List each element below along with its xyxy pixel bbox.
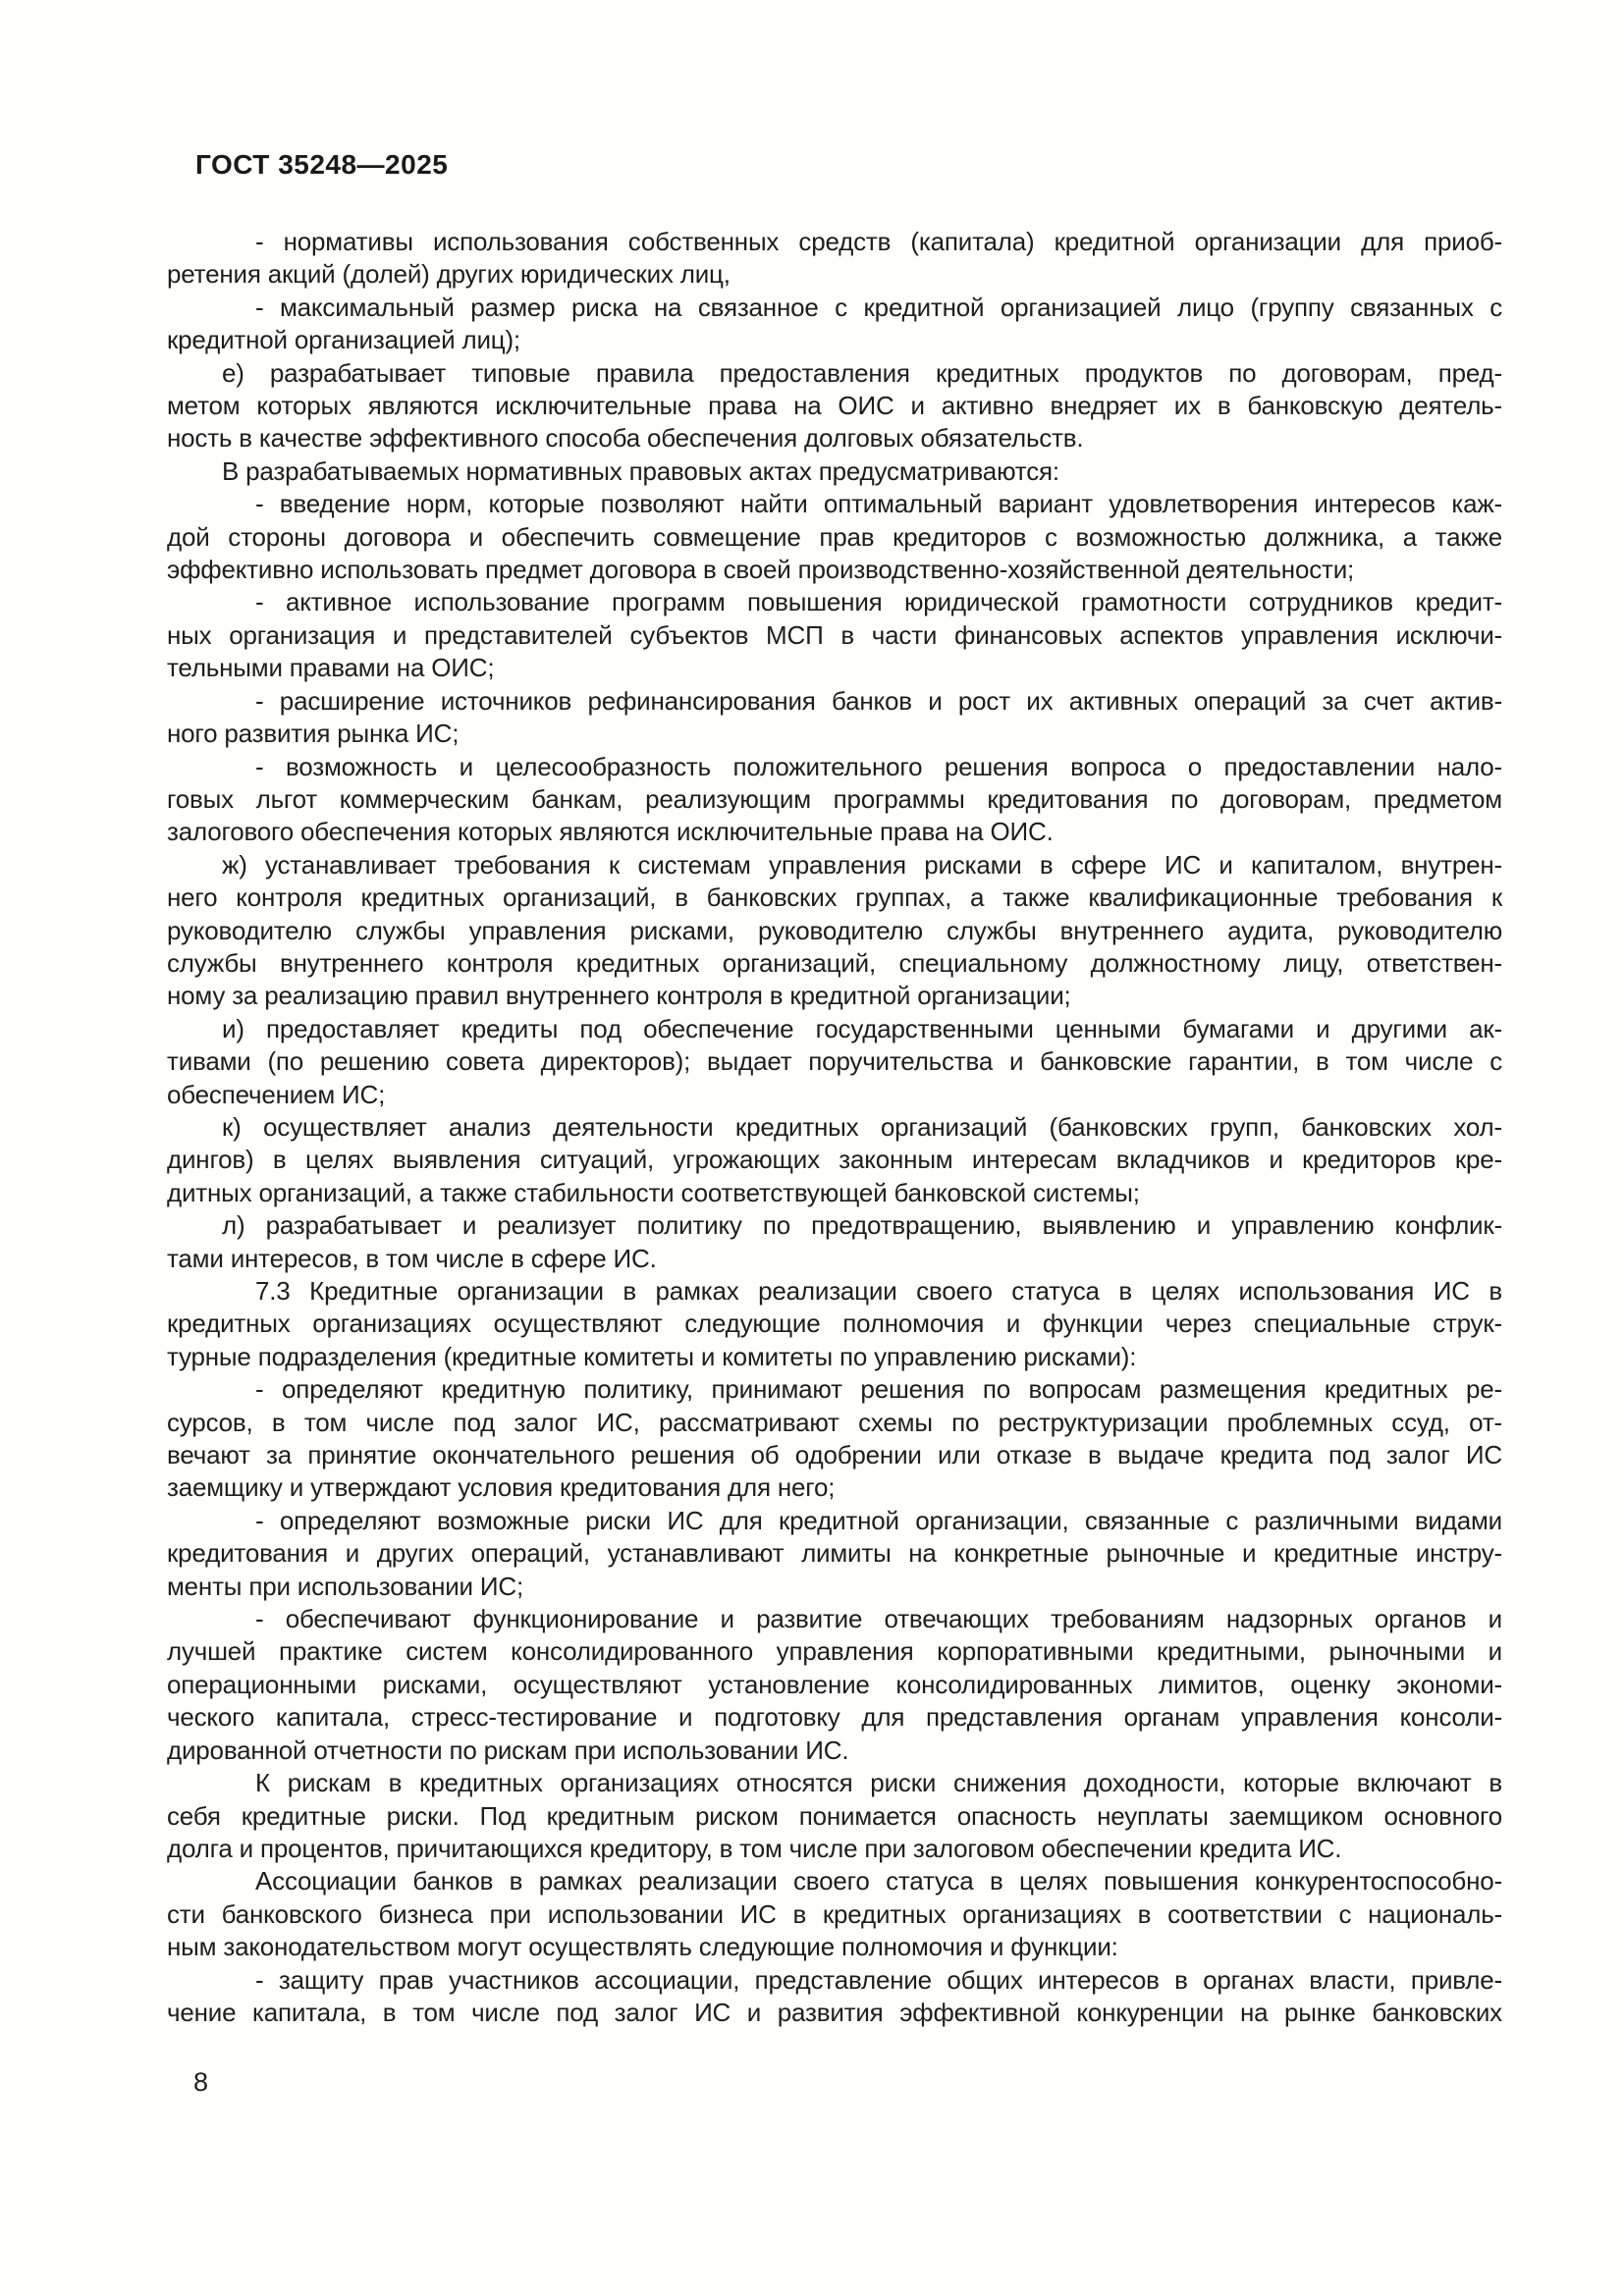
text-line: - расширение источников рефинансирования банков и рост их активных операций за счет актив- (255, 685, 1502, 716)
text-line: ческого капитала, стресс-тестирование и подготовку для представления органам управления консоли- (167, 1702, 1502, 1733)
text-line: менты при использовании ИС; (167, 1571, 523, 1601)
text-line: - определяют кредитную политику, принимают решения по вопросам размещения кредитных ре- (255, 1374, 1502, 1405)
text-line: К рискам в кредитных организациях относятся риски снижения доходности, которые включают в (255, 1768, 1502, 1798)
paragraph (167, 1209, 1502, 1275)
text-line: - максимальный размер риска на связанное с кредитной организацией лицо (группу связанных с (255, 292, 1502, 322)
text-line: ность в качестве эффективного способа обеспечения долговых обязательств. (167, 423, 1084, 454)
text-line: к) осуществляет анализ деятельности кредитных организаций (банковских групп, банковских хол- (222, 1111, 1502, 1142)
text-line: обеспечением ИС; (167, 1079, 386, 1109)
paragraph (167, 1865, 1502, 1963)
paragraph (167, 1964, 1502, 2030)
text-line: тивами (по решению совета директоров); выдает поручительства и банковские гарантии, в том числе с (167, 1046, 1502, 1077)
text-line: дированной отчетности по рискам при использовании ИС. (167, 1735, 849, 1765)
paragraph (167, 1111, 1502, 1209)
text-line: сти банковского бизнеса при использовании ИС в кредитных организациях в соответствии с националь- (167, 1898, 1502, 1929)
paragraph (167, 751, 1502, 849)
text-line: долга и процентов, причитающихся кредитору, в том числе при залоговом обеспечении кредита ИС. (167, 1833, 1342, 1863)
text-line: кредитования и других операций, устанавливают лимиты на конкретные рыночные и кредитные инстру- (167, 1538, 1502, 1569)
text-line: кредитной организацией лиц); (167, 325, 520, 355)
text-line: ретения акций (долей) других юридических лиц, (167, 259, 731, 290)
text-line: кредитных организациях осуществляют следующие полномочия и функции через специальные струк- (167, 1308, 1502, 1339)
text-line: заемщику и утверждают условия кредитования для него; (167, 1472, 836, 1503)
text-line: тами интересов, в том числе в сфере ИС. (167, 1243, 657, 1273)
text-line: метом которых являются исключительные права на ОИС и активно внедряет их в банковскую деятель- (167, 391, 1502, 421)
text-line: дой стороны договора и обеспечить совмещение прав кредиторов с возможностью должника, а также (167, 521, 1502, 552)
text-line: - активное использование программ повышения юридической грамотности сотрудников кредит- (255, 587, 1502, 617)
text-line: дингов) в целях выявления ситуаций, угрожающих законным интересам вкладчиков и кредиторов кре- (167, 1145, 1502, 1175)
text-line: Ассоциации банков в рамках реализации своего статуса в целях повышения конкурентоспособно- (255, 1866, 1502, 1896)
text-line: л) разрабатывает и реализует политику по предотвращению, выявлению и управлению конфлик- (222, 1210, 1502, 1241)
text-line: сурсов, в том числе под залог ИС, рассматривают схемы по реструктуризации проблемных ссуд, от- (167, 1407, 1502, 1437)
page-number: 8 (193, 2067, 209, 2097)
text-line: чение капитала, в том числе под залог ИС и развития эффективной конкуренции на рынке банковских (167, 1997, 1502, 2027)
paragraph (167, 1373, 1502, 1505)
text-line: - введение норм, которые позволяют найти оптимальный вариант удовлетворения интересов каж- (255, 489, 1502, 519)
paragraph (167, 292, 1502, 357)
text-line: ного развития рынка ИС; (167, 719, 460, 749)
paragraph (167, 1767, 1502, 1865)
text-line: себя кредитные риски. Под кредитным риском понимается опасность неуплаты заемщиком основного (167, 1800, 1502, 1831)
text-line: руководителю службы управления рисками, руководителю службы внутреннего аудита, руководителю (167, 915, 1502, 945)
text-line: эффективно использовать предмет договора в своей производственно-хозяйственной деятельности; (167, 555, 1355, 585)
text-line: В разрабатываемых нормативных правовых актах предусматриваются: (222, 455, 1059, 486)
text-line: лучшей практике систем консолидированного управления корпоративными кредитными, рыночными и (167, 1636, 1502, 1667)
paragraph (167, 1505, 1502, 1603)
page-header: ГОСТ 35248—2025 (195, 149, 449, 180)
text-line: - определяют возможные риски ИС для кредитной организации, связанные с различными видами (255, 1505, 1502, 1535)
text-line: дитных организаций, а также стабильности соответствующей банковской системы; (167, 1177, 1140, 1207)
text-line: - защиту прав участников ассоциации, представление общих интересов в органах власти, привле- (255, 1964, 1502, 1995)
paragraph (167, 357, 1502, 455)
paragraph (167, 685, 1502, 751)
paragraph (167, 455, 1502, 488)
text-line: него контроля кредитных организаций, в банковских группах, а также квалификационные требования к (167, 882, 1502, 913)
paragraph (167, 1275, 1502, 1373)
text-line: вечают за принятие окончательного решения об одобрении или отказе в выдаче кредита под залог ИС (167, 1440, 1502, 1470)
document-body (167, 226, 1502, 2029)
text-line: - обеспечивают функционирование и развитие отвечающих требованиям надзорных органов и (255, 1604, 1502, 1634)
paragraph (167, 226, 1502, 292)
text-line: - нормативы использования собственных средств (капитала) кредитной организации для приоб- (255, 227, 1502, 256)
paragraph (167, 488, 1502, 586)
text-line: залогового обеспечения которых являются исключительные права на ОИС. (167, 817, 1054, 847)
text-line: 7.3 Кредитные организации в рамках реализации своего статуса в целях использования ИС в (255, 1276, 1502, 1306)
paragraph (167, 849, 1502, 1013)
text-line: и) предоставляет кредиты под обеспечение государственными ценными бумагами и другими ак- (222, 1013, 1502, 1043)
paragraph (167, 1013, 1502, 1111)
text-line: тельными правами на ОИС; (167, 653, 495, 683)
paragraph (167, 1603, 1502, 1767)
text-line: ному за реализацию правил внутреннего контроля в кредитной организации; (167, 981, 1071, 1011)
text-line: е) разрабатывает типовые правила предоставления кредитных продуктов по договорам, пред- (222, 357, 1502, 388)
text-line: операционными рисками, осуществляют установление консолидированных лимитов, оценку экономи- (167, 1669, 1502, 1699)
text-line: службы внутреннего контроля кредитных организаций, специальному должностному лицу, ответствен- (167, 947, 1502, 978)
text-line: турные подразделения (кредитные комитеты и комитеты по управлению рисками): (167, 1341, 1137, 1371)
text-line: ж) устанавливает требования к системам управления рисками в сфере ИС и капиталом, внутрен- (222, 849, 1502, 880)
text-line: ных организация и представителей субъектов МСП в части финансовых аспектов управления исключи- (167, 619, 1502, 650)
text-line: ным законодательством могут осуществлять следующие полномочия и функции: (167, 1932, 1118, 1962)
text-line: говых льгот коммерческим банкам, реализующим программы кредитования по договорам, предметом (167, 783, 1502, 814)
text-line: - возможность и целесообразность положительного решения вопроса о предоставлении нало- (255, 751, 1502, 781)
paragraph (167, 586, 1502, 684)
